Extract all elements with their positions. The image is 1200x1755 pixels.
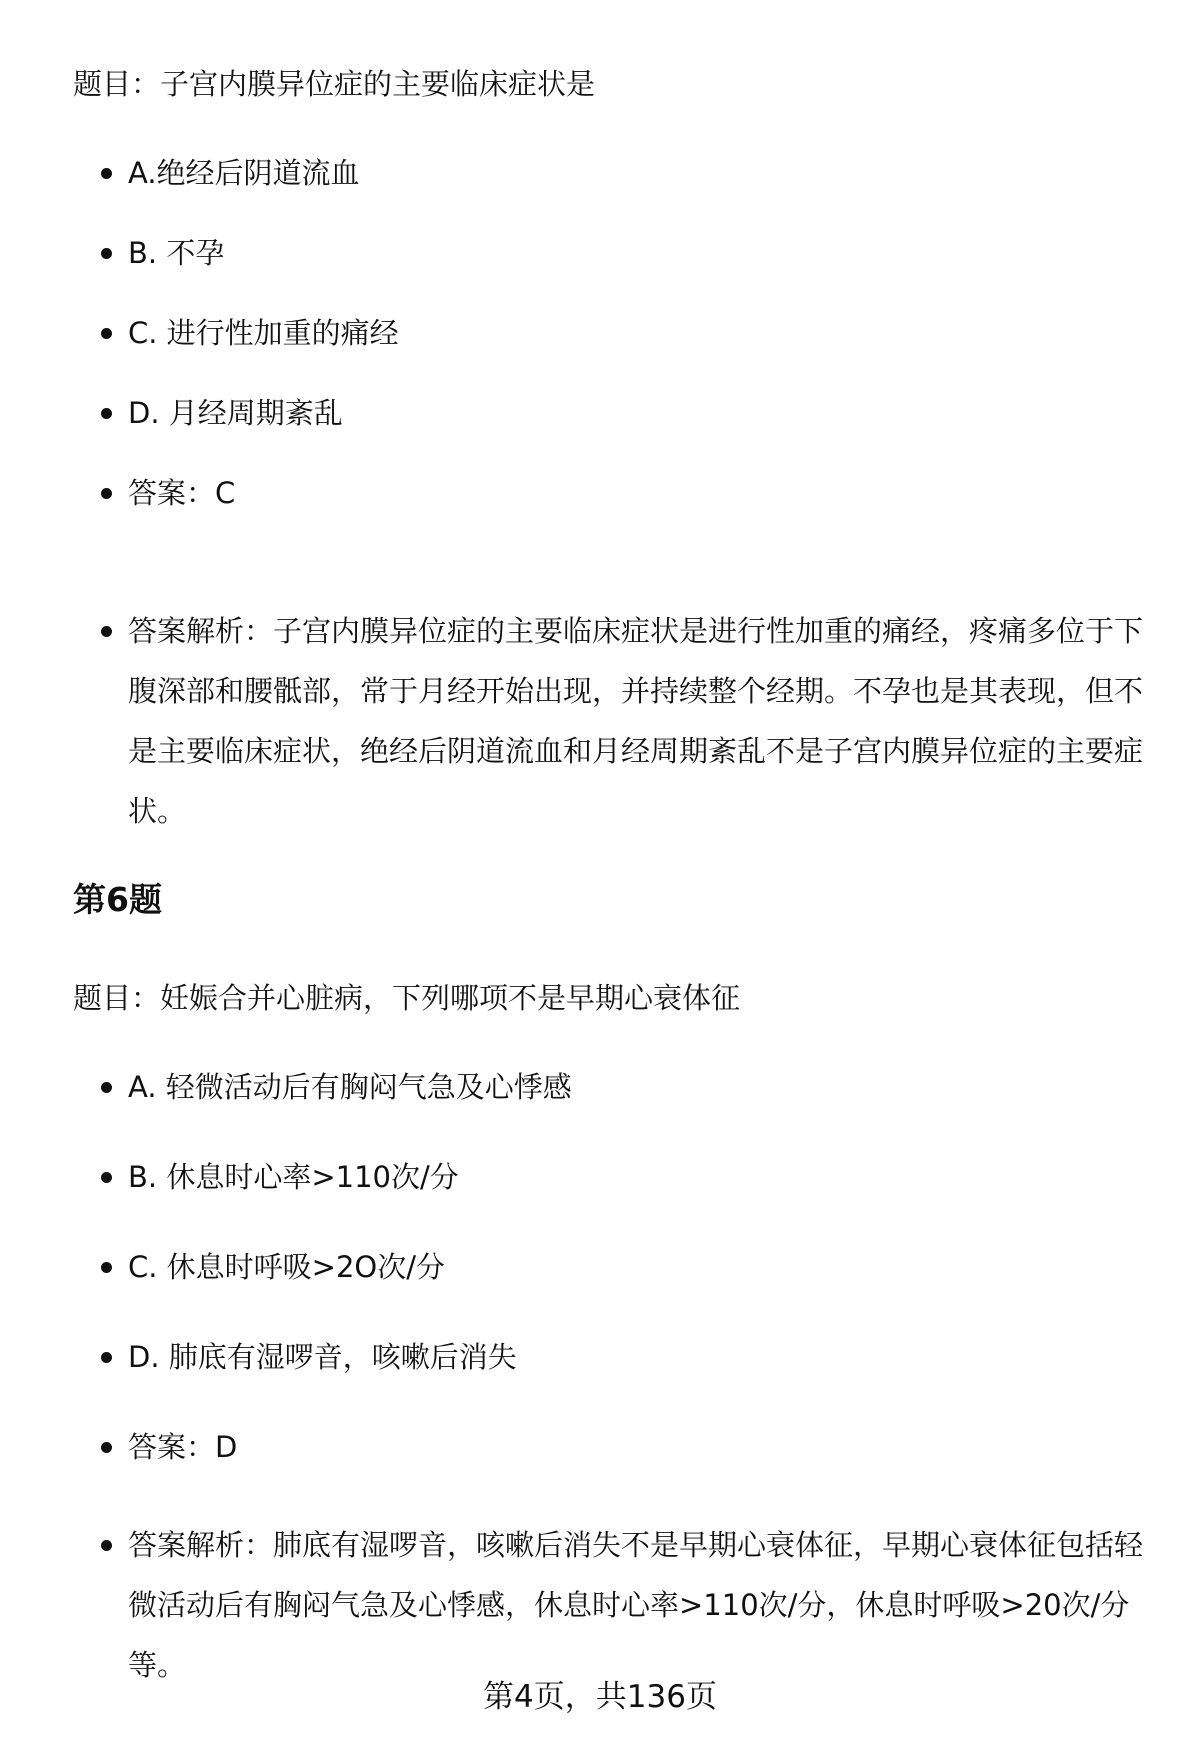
option-text: A. 轻微活动后有胸闷气急及心悸感	[128, 1070, 572, 1104]
bullet-icon	[101, 1262, 112, 1273]
bullet-icon	[101, 1540, 112, 1551]
option-text: A.绝经后阴道流血	[128, 156, 360, 190]
question-5-stem: 题目：子宫内膜异位症的主要临床症状是	[73, 67, 596, 101]
question-6-analysis	[128, 1515, 1153, 1695]
question-5-option-b	[128, 233, 1153, 273]
bullet-icon	[101, 248, 112, 259]
answer-text: 答案：C	[128, 476, 236, 510]
question-6-answer	[128, 1427, 1153, 1467]
question-5-answer	[128, 473, 1153, 513]
question-6-option-d	[128, 1337, 1153, 1377]
option-text: D. 月经周期紊乱	[128, 396, 343, 430]
question-5-option-a	[128, 153, 1153, 193]
bullet-icon	[101, 1352, 112, 1363]
question-6-option-c	[128, 1247, 1153, 1287]
question-6-heading: 第6题	[73, 880, 162, 919]
analysis-text: 答案解析：肺底有湿啰音，咳嗽后消失不是早期心衰体征，早期心衰体征包括轻微活动后有胸闷气急及心悸感，休息时心率>110次/分，休息时呼吸>20次/分等。	[128, 1528, 1144, 1682]
question-6-option-a	[128, 1067, 1153, 1107]
analysis-text: 答案解析：子宫内膜异位症的主要临床症状是进行性加重的痛经，疼痛多位于下腹深部和腰骶部，常于月经开始出现，并持续整个经期。不孕也是其表现，但不是主要临床症状，绝经后阴道流血和月经周期紊乱不是子宫内膜异位症的主要症状。	[128, 614, 1144, 828]
option-text: B. 休息时心率>110次/分	[128, 1160, 459, 1194]
bullet-icon	[101, 408, 112, 419]
question-5-option-c	[128, 313, 1153, 353]
bullet-icon	[101, 1082, 112, 1093]
option-text: B. 不孕	[128, 236, 225, 270]
bullet-icon	[101, 1442, 112, 1453]
option-text: D. 肺底有湿啰音，咳嗽后消失	[128, 1340, 517, 1374]
question-5-option-d	[128, 393, 1153, 433]
page-footer: 第4页，共136页	[483, 1679, 717, 1715]
bullet-icon	[101, 168, 112, 179]
bullet-icon	[101, 1172, 112, 1183]
question-5-analysis	[128, 601, 1153, 841]
question-6-stem: 题目：妊娠合并心脏病，下列哪项不是早期心衰体征	[73, 981, 741, 1015]
bullet-icon	[101, 488, 112, 499]
bullet-icon	[101, 328, 112, 339]
answer-text: 答案：D	[128, 1430, 238, 1464]
option-text: C. 休息时呼吸>2O次/分	[128, 1250, 446, 1284]
bullet-icon	[101, 626, 112, 637]
option-text: C. 进行性加重的痛经	[128, 316, 399, 350]
question-6-option-b	[128, 1157, 1153, 1197]
